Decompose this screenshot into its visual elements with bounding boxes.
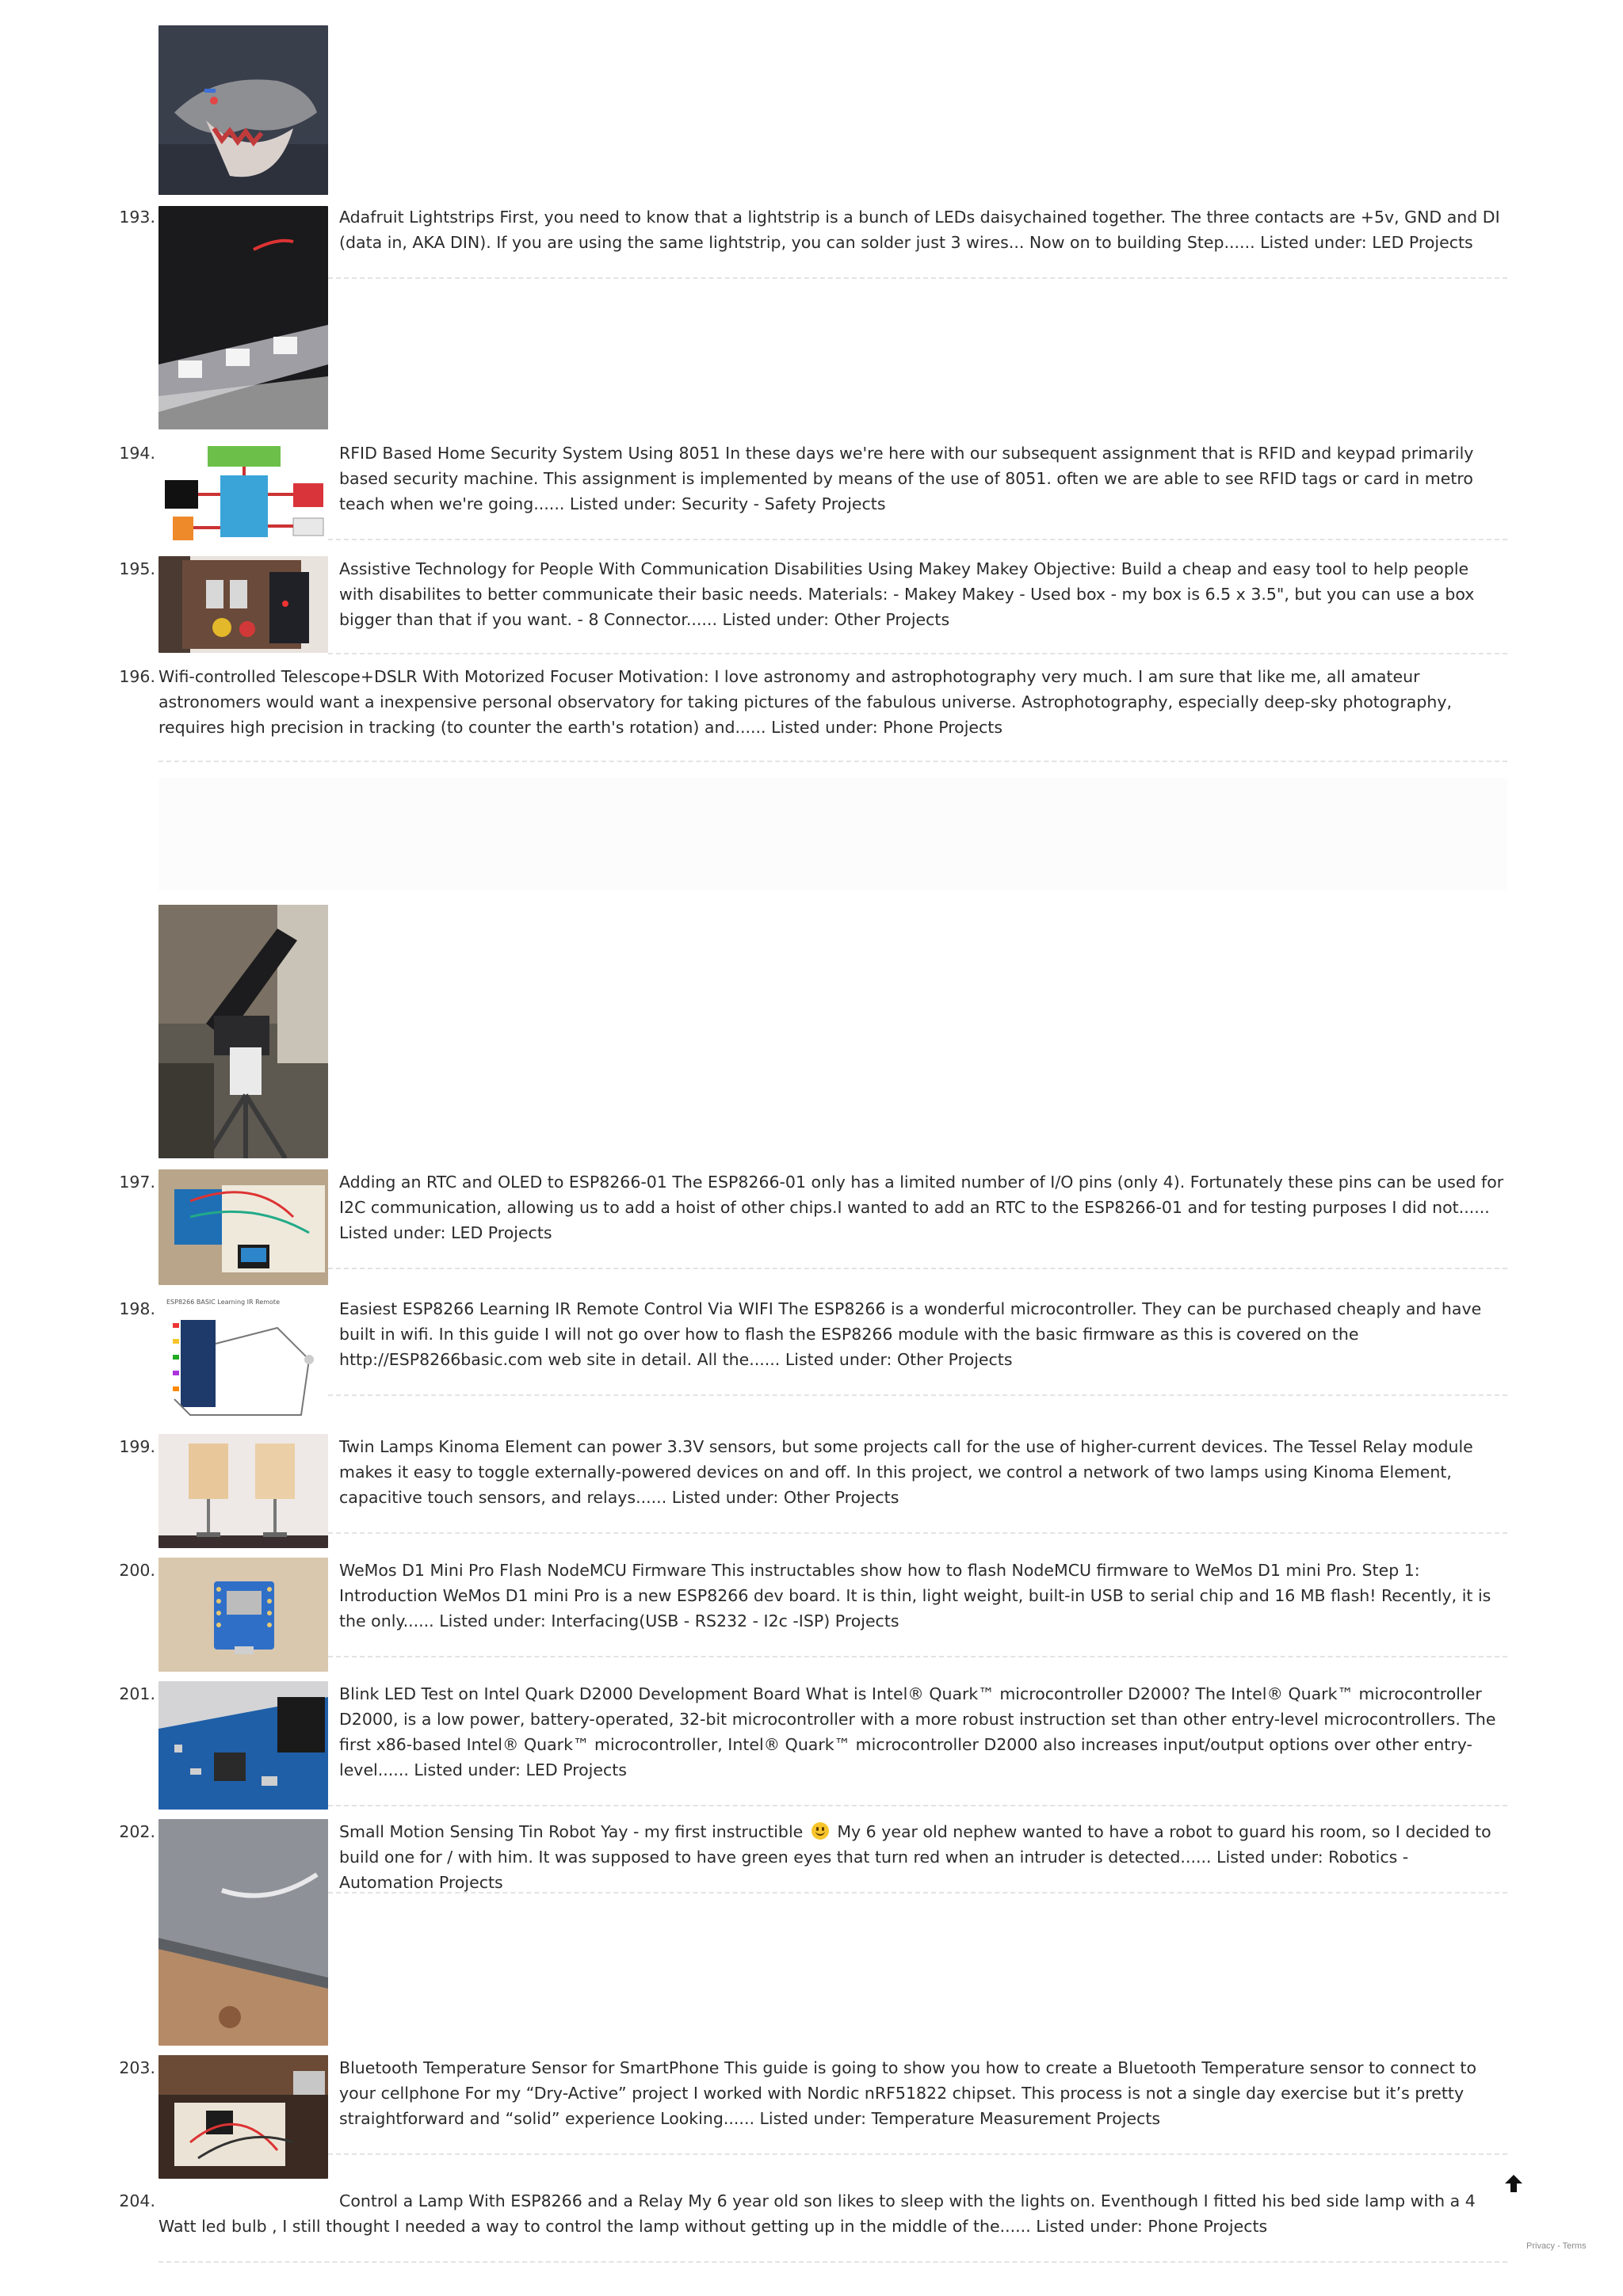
list-item	[119, 1434, 1507, 1550]
item-description: First, you need to know that a lightstrip is a bunch of LEDs daisychained together. The three contacts are +5v, GND and DI (data in, AKA DIN). If you are using the same lightstrip, you can solder just 3 wires... Now on to building Step......	[339, 208, 1500, 252]
category-link[interactable]: Other Projects	[783, 1488, 899, 1507]
item-number: 203.	[119, 2058, 155, 2077]
list-item	[119, 1819, 1507, 2047]
item-description: Kinoma Element can power 3.3V sensors, but some projects call for the use of higher-current devices. The Tessel Relay module makes it easy to toggle externally-powered devices on and off. In this project, we control a network of two lamps using Kinoma Element, capacitive touch sensors, and relays......	[339, 1437, 1473, 1507]
item-text	[339, 204, 1507, 255]
category-link[interactable]: Other Projects	[834, 610, 950, 629]
item-title-link[interactable]: Small Motion Sensing Tin Robot	[339, 1822, 596, 1841]
thumb-caption: ESP8266 BASIC Learning IR Remote	[166, 1299, 280, 1306]
list-item	[158, 25, 1507, 195]
category-link[interactable]: LED Projects	[451, 1223, 552, 1242]
category-link[interactable]: Temperature Measurement Projects	[871, 2109, 1161, 2128]
item-text	[339, 441, 1507, 517]
list-item	[119, 204, 1507, 444]
back-to-top-button[interactable]	[1503, 2172, 1525, 2195]
list-item	[119, 1169, 1507, 1287]
item-title-link[interactable]: Control a Lamp With ESP8266 and a Relay	[339, 2191, 683, 2210]
category-link[interactable]: Phone Projects	[883, 718, 1003, 737]
item-description: Motivation: I love astronomy and astrophotography very much. I am sure that like me, all amateur astronomers would want a inexpensive personal observatory for taking pictures of the fabulous universe. Astrophotography, especially deep-sky photography, requires high precision in tracking (to counter the earth's rotation) and......	[158, 667, 1452, 737]
list-item	[119, 2055, 1507, 2182]
separator	[328, 1805, 1507, 1806]
category-link[interactable]: LED Projects	[1372, 233, 1473, 252]
category-link[interactable]: Phone Projects	[1148, 2217, 1268, 2236]
block-diagram-thumbnail[interactable]	[158, 442, 328, 543]
item-title-link[interactable]: Easiest ESP8266 Learning IR Remote Control Via WIFI	[339, 1299, 773, 1318]
led-strip-photo[interactable]	[158, 206, 328, 429]
category-link[interactable]: Interfacing(USB - RS232 - I2c -ISP) Projects	[551, 1611, 899, 1630]
item-number: 199.	[119, 1437, 155, 1456]
listed-under-label: Listed under:	[439, 1611, 546, 1630]
list-item	[119, 441, 1507, 547]
item-description: This instructables show how to flash NodeMCU firmware to WeMos D1 mini Pro. Step 1: Introduction WeMos D1 mini Pro is a new ESP8266 dev board. It is thin, light weight, built-in USB to serial chip and 16 MB flash! Recently, it is the only......	[339, 1561, 1491, 1630]
wemos-board-photo[interactable]	[158, 1558, 328, 1672]
separator	[328, 1656, 1507, 1657]
recaptcha-footer	[1526, 2241, 1587, 2251]
item-title-link[interactable]: WeMos D1 Mini Pro Flash NodeMCU Firmware	[339, 1561, 707, 1580]
listed-under-label: Listed under:	[785, 1350, 892, 1369]
item-text	[339, 1819, 1507, 1895]
item-number: 202.	[119, 1822, 155, 1841]
sensor-breadboard-photo[interactable]	[158, 2055, 328, 2179]
item-title-link[interactable]: Bluetooth Temperature Sensor for SmartPhone	[339, 2058, 720, 2077]
listed-under-label: Listed under:	[771, 718, 878, 737]
separator	[328, 1394, 1507, 1396]
item-number: 195.	[119, 559, 155, 578]
separator	[328, 539, 1507, 540]
category-link[interactable]: Security - Safety Projects	[681, 494, 886, 513]
listed-under-label: Listed under:	[1260, 233, 1367, 252]
listed-under-label: Listed under:	[1036, 2217, 1143, 2236]
item-title-link[interactable]: Adding an RTC and OLED to ESP8266-01	[339, 1173, 667, 1192]
item-text	[339, 1558, 1507, 1634]
item-text	[339, 1681, 1507, 1783]
makey-makey-box-photo[interactable]	[158, 556, 328, 653]
item-text	[339, 556, 1507, 632]
listed-under-label: Listed under:	[671, 1488, 779, 1507]
separator	[328, 1892, 1507, 1894]
item-number: 194.	[119, 444, 155, 463]
separator	[158, 761, 1507, 762]
item-description-start: Yay - my first instructible	[601, 1822, 804, 1841]
separator	[328, 1268, 1507, 1269]
item-text	[158, 2188, 1507, 2239]
list-item	[119, 2188, 1507, 2267]
privacy-link[interactable]: Privacy	[1526, 2241, 1556, 2251]
item-number: 204.	[119, 2191, 155, 2210]
item-title-link[interactable]: Twin Lamps	[339, 1437, 433, 1456]
separator	[328, 653, 1507, 654]
category-link[interactable]: Robotics - Automation Projects	[339, 1848, 1409, 1892]
breadboard-oled-photo[interactable]	[158, 1169, 328, 1285]
item-description: My 6 year old son likes to sleep with the lights on. Eventhough I fitted his bed side lamp with a 4 Watt led bulb , I still thought I needed a way to control the lamp without getting up in the middle of the......	[158, 2191, 1476, 2236]
item-description: Objective: Build a cheap and easy tool to help people with disabilites to better communicate their basic needs. Materials: - Makey Makey - Used box - my box is 6.5 x 3.5", but you can use a box bigger than that if you want. - 8 Connector......	[339, 559, 1475, 629]
ad-space	[158, 778, 1507, 891]
item-title-link[interactable]: Blink LED Test on Intel Quark D2000 Development Board	[339, 1684, 801, 1703]
item-number: 197.	[119, 1173, 155, 1192]
item-number: 196.	[119, 667, 155, 686]
item-description: This guide is going to show you how to create a Bluetooth Temperature sensor to connect to your cellphone For my “Dry-Active” project I worked with Nordic nRF51822 chipset. This process is not a single day exercise but it’s pretty straightforward and “solid” experience Looking......	[339, 2058, 1476, 2128]
category-link[interactable]: LED Projects	[525, 1760, 627, 1779]
telescope-photo[interactable]	[158, 905, 328, 1158]
separator	[328, 277, 1507, 279]
shark-puppet-photo[interactable]	[158, 25, 328, 195]
item-description: The ESP8266 is a wonderful microcontroller. They can be purchased cheaply and have built in wifi. In this guide I will not go over how to flash the ESP8266 module with the basic firmware as this is covered on the http://ESP8266basic.com web site in detail. All the......	[339, 1299, 1482, 1369]
separator	[158, 2261, 1507, 2263]
listed-under-label: Listed under:	[569, 494, 677, 513]
item-text	[158, 664, 1507, 740]
item-description: My 6 year old nephew wanted to have a robot to guard his room, so I decided to build one for / with him. It was supposed to have green eyes that turn red when an intruder is detected......	[339, 1822, 1491, 1867]
list-item	[119, 1558, 1507, 1673]
item-title-link[interactable]: RFID Based Home Security System Using 8051	[339, 444, 720, 463]
item-text	[339, 1169, 1507, 1245]
item-number: 201.	[119, 1684, 155, 1703]
tin-box-photo[interactable]	[158, 1819, 328, 2046]
item-title-link[interactable]: Adafruit Lightstrips	[339, 208, 495, 227]
item-title-link[interactable]: Wifi-controlled Telescope+DSLR With Motorized Focuser	[158, 667, 613, 686]
footer-separator: -	[1555, 2241, 1563, 2251]
item-text	[339, 1434, 1507, 1510]
listed-under-label: Listed under:	[759, 2109, 867, 2128]
item-description: In these days we're here with our subsequent assignment that is RFID and keypad primarily based security machine. This assignment is implemented by means of the use of 8051. often we are able to see RFID tags or card in metro teach when we're going......	[339, 444, 1474, 513]
listed-under-label: Listed under:	[339, 1223, 446, 1242]
item-text	[339, 2055, 1507, 2131]
terms-link[interactable]: Terms	[1562, 2241, 1587, 2251]
twin-lamps-photo[interactable]	[158, 1434, 328, 1548]
item-description: What is Intel® Quark™ microcontroller D2000? The Intel® Quark™ microcontroller D2000, is a low power, battery-operated, 32-bit microcontroller with a more robust instruction set than other entry-level microcontrollers. The first x86-based Intel® Quark™ microcontroller, Intel® Quark™ microcontroller D2000 also increases input/output options over other entry-level......	[339, 1684, 1496, 1779]
listed-under-label: Listed under:	[1216, 1848, 1323, 1867]
item-number: 193.	[119, 208, 155, 227]
item-text	[339, 1296, 1507, 1372]
item-title-link[interactable]: Assistive Technology for People With Communication Disabilities Using Makey Makey	[339, 559, 1029, 578]
listed-under-label: Listed under:	[414, 1760, 521, 1779]
category-link[interactable]: Other Projects	[896, 1350, 1013, 1369]
separator	[328, 2153, 1507, 2155]
item-number: 198.	[119, 1299, 155, 1318]
separator	[328, 1532, 1507, 1534]
item-description: The ESP8266-01 only has a limited number of I/O pins (only 4). Fortunately these pins can be used for I2C communication, allowing us to add a hoist of other chips.I wanted to add an RTC to the ESP8266-01 and for testing purposes I did not......	[339, 1173, 1504, 1217]
listed-under-label: Listed under:	[722, 610, 830, 629]
list-item	[119, 556, 1507, 656]
smiley-icon	[812, 1822, 829, 1840]
item-number: 200.	[119, 1561, 155, 1580]
list-item	[119, 664, 1507, 1155]
dev-board-photo[interactable]	[158, 1681, 328, 1810]
wiring-diagram-thumbnail[interactable]	[158, 1296, 328, 1426]
arrow-up-icon	[1503, 2172, 1525, 2195]
list-item	[119, 1681, 1507, 1813]
list-item	[119, 1296, 1507, 1431]
